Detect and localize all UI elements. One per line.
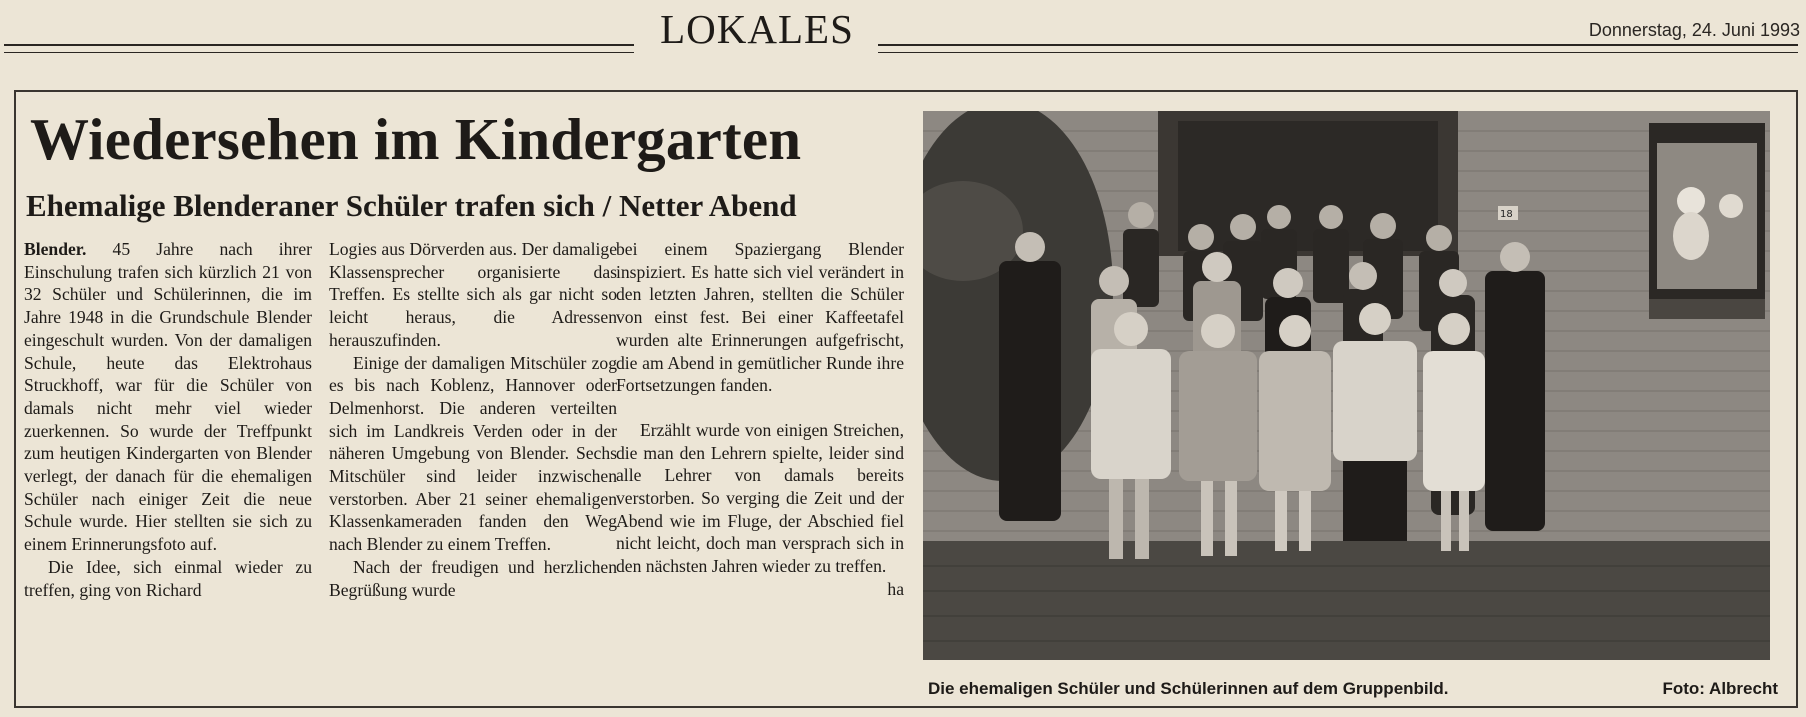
paved-ground — [923, 541, 1770, 660]
text-column-1 — [24, 238, 312, 601]
paragraph-text: 45 Jahre nach ihrer Einschulung trafen sich kürzlich 21 von 32 Schüler und Schülerinnen, die im Jahre 1948 in die Grundschule Blender eingeschult wurden. Von der damaligen Schule, heute das Elektrohaus Struckhoff, war für die Schüler von damals nicht mehr viel wieder zuerkennen. So wurde der Treffpunkt zum heutigen Kindergarten von Blender verlegt, der danach für die ehemaligen Schüler nach einiger Zeit die neue Schule wurde. Hier stellten sie sich zu einem Erinnerungsfoto auf. — [24, 239, 312, 555]
window-sill — [1649, 299, 1765, 319]
door — [1178, 121, 1438, 251]
text-column-2 — [329, 238, 617, 601]
paragraph: Erzählt wurde von einigen Streichen, die man den Lehrern spielte, leider sind alle Lehrer von damals bereits verstorben. So verging die Zeit und der Abend wie im Fluge, der Abschied fiel nicht leicht, doch man versprach sich in den nächsten Jahren wieder zu treffen. — [616, 419, 904, 577]
text-column-3 — [616, 238, 904, 601]
paragraph: Logies aus Dörverden aus. Der damalige Klassensprecher organisierte das Treffen. Es stellte sich als gar nicht so leicht heraus, die Adressen herauszufinden. — [329, 239, 617, 350]
paragraph — [24, 238, 312, 556]
window-glass — [1657, 143, 1757, 289]
window-decoration — [1673, 212, 1709, 260]
window-decoration — [1677, 187, 1705, 215]
article-headline: Wiedersehen im Kindergarten — [30, 106, 802, 172]
paragraph: Nach der freudigen und herzlichen Begrüßung wurde — [329, 556, 617, 600]
house-number: 18 — [1500, 209, 1513, 220]
window-decoration — [1719, 194, 1743, 218]
section-title: LOKALES — [660, 6, 854, 52]
header-rule-left — [4, 44, 634, 53]
issue-date: Donnerstag, 24. Juni 1993 — [1588, 20, 1800, 40]
group-photo-illustration — [923, 111, 1770, 660]
dateline-place: Blender. — [24, 239, 87, 259]
group-photo — [923, 111, 1770, 660]
paragraph: bei einem Spaziergang Blender inspiziert. Es hatte sich viel verändert in den letzten Jahren, stellten die Schüler von einst fest. Bei einer Kaffeetafel wurden alte Erinnerungen aufgefrischt, die am Abend in gemütlicher Runde ihre Fortsetzungen fanden. — [616, 239, 904, 396]
paragraph: Einige der damaligen Mitschüler zog es bis nach Koblenz, Hannover oder Delmenhorst. Die anderen verteilten sich im Landkreis Verden oder in der näheren Umgebung von Blender. Sechs Mitschüler sind leider inzwischen verstorben. Aber 21 seiner ehemaligen Klassenkameraden fanden den Weg nach Blender zu einem Treffen. — [329, 352, 617, 555]
author-initials: ha — [887, 578, 904, 599]
photo-caption: Die ehemaligen Schüler und Schülerinnen auf dem Gruppenbild. — [928, 679, 1449, 698]
header-rule-right — [878, 44, 1798, 53]
article-subheadline: Ehemalige Blenderaner Schüler trafen sich / Netter Abend — [26, 188, 797, 223]
photo-credit: Foto: Albrecht — [1662, 679, 1778, 698]
paragraph: Die Idee, sich einmal wieder zu treffen, ging von Richard — [24, 556, 312, 600]
